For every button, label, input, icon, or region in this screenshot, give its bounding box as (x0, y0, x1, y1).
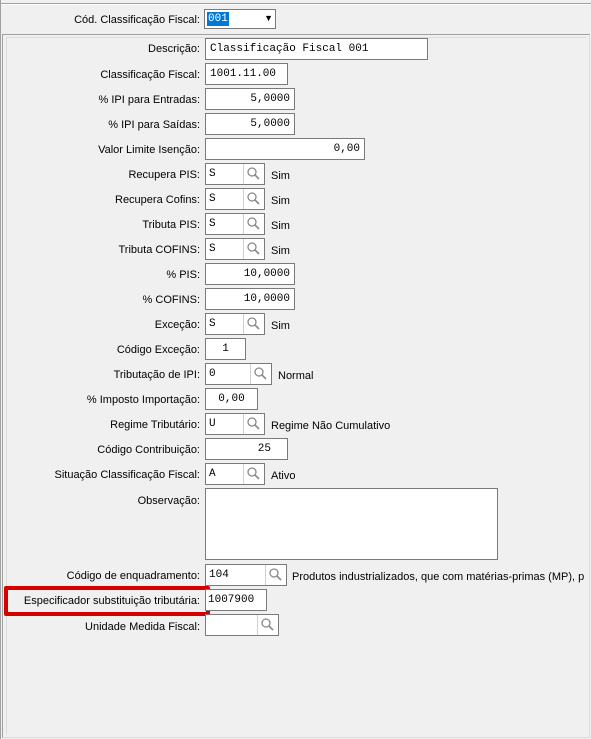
cod-classificacao-select[interactable] (204, 9, 276, 29)
pct-cofins-input[interactable]: 10,0000 (205, 288, 295, 310)
ipi-saidas-label: % IPI para Saídas: (108, 119, 200, 131)
unidade-medida-lookup[interactable] (205, 614, 279, 636)
tributa-pis-lookup[interactable] (205, 213, 265, 235)
especificador-label: Especificador substituição tributária: (23, 595, 200, 607)
search-icon[interactable] (243, 189, 264, 209)
regime-tributario-label: Regime Tributário: (110, 419, 200, 431)
descricao-label: Descrição: (148, 43, 200, 55)
tributacao-ipi-lookup[interactable] (205, 363, 272, 385)
tributa-pis-label: Tributa PIS: (142, 219, 200, 231)
search-icon[interactable] (265, 565, 286, 585)
recupera-pis-value: S (209, 168, 216, 180)
excecao-label: Exceção: (154, 319, 200, 331)
search-icon[interactable] (257, 615, 278, 635)
pct-cofins-label: % COFINS: (142, 294, 200, 306)
search-icon[interactable] (243, 314, 264, 334)
situacao-desc: Ativo (271, 470, 296, 482)
enquadramento-value: 104 (209, 569, 229, 581)
excecao-value: S (209, 318, 216, 330)
recupera-cofins-lookup[interactable] (205, 188, 265, 210)
search-icon[interactable] (243, 239, 264, 259)
chevron-down-icon[interactable]: ▼ (264, 13, 273, 23)
descricao-input[interactable]: Classificação Fiscal 001 (205, 38, 428, 60)
valor-limite-input[interactable]: 0,00 (205, 138, 365, 160)
excecao-desc: Sim (271, 320, 290, 332)
recupera-pis-label: Recupera PIS: (128, 169, 200, 181)
ipi-entradas-input[interactable]: 5,0000 (205, 88, 295, 110)
enquadramento-lookup[interactable] (205, 564, 287, 586)
regime-tributario-lookup[interactable] (205, 413, 265, 435)
situacao-label: Situação Classificação Fiscal: (54, 469, 200, 481)
search-icon[interactable] (243, 164, 264, 184)
codigo-contribuicao-label: Código Contribuição: (97, 444, 200, 456)
valor-limite-label: Valor Limite Isenção: (98, 144, 200, 156)
cod-classificacao-label: Cód. Classificação Fiscal: (74, 14, 200, 26)
classificacao-input[interactable]: 1001.11.00 (205, 63, 288, 85)
regime-tributario-value: U (209, 418, 216, 430)
ipi-entradas-label: % IPI para Entradas: (98, 94, 200, 106)
observacao-textarea[interactable] (205, 488, 498, 560)
situacao-value: A (209, 468, 216, 480)
observacao-label: Observação: (137, 495, 200, 507)
especificador-input[interactable]: 1007900 (205, 589, 267, 611)
tributa-cofins-value: S (209, 243, 216, 255)
recupera-pis-lookup[interactable] (205, 163, 265, 185)
tributacao-ipi-label: Tributação de IPI: (113, 369, 200, 381)
codigo-excecao-input[interactable]: 1 (205, 338, 246, 360)
search-icon[interactable] (243, 214, 264, 234)
pct-pis-label: % PIS: (166, 269, 200, 281)
recupera-cofins-label: Recupera Cofins: (115, 194, 200, 206)
imposto-importacao-input[interactable]: 0,00 (205, 388, 258, 410)
imposto-importacao-label: % Imposto Importação: (86, 394, 200, 406)
tributacao-ipi-desc: Normal (278, 370, 314, 382)
tributa-pis-desc: Sim (271, 220, 290, 232)
search-icon[interactable] (250, 364, 271, 384)
codigo-contribuicao-input[interactable]: 25 (205, 438, 288, 460)
divider (0, 4, 591, 5)
excecao-lookup[interactable] (205, 313, 265, 335)
regime-tributario-desc: Regime Não Cumulativo (271, 420, 391, 432)
search-icon[interactable] (243, 414, 264, 434)
tributa-cofins-lookup[interactable] (205, 238, 265, 260)
enquadramento-desc: Produtos industrializados, que com matérias-primas (MP), p (292, 571, 585, 583)
enquadramento-label: Código de enquadramento: (66, 570, 200, 582)
tributa-cofins-label: Tributa COFINS: (118, 244, 200, 256)
unidade-medida-label: Unidade Medida Fiscal: (85, 621, 200, 633)
search-icon[interactable] (243, 464, 264, 484)
codigo-excecao-label: Código Exceção: (116, 344, 200, 356)
cod-classificacao-value: 001 (208, 13, 228, 25)
tributa-cofins-desc: Sim (271, 245, 290, 257)
pct-pis-input[interactable]: 10,0000 (205, 263, 295, 285)
tributacao-ipi-value: 0 (209, 368, 216, 380)
recupera-cofins-value: S (209, 193, 216, 205)
ipi-saidas-input[interactable]: 5,0000 (205, 113, 295, 135)
classificacao-label: Classificação Fiscal: (100, 69, 200, 81)
situacao-lookup[interactable] (205, 463, 265, 485)
tributa-pis-value: S (209, 218, 216, 230)
recupera-cofins-desc: Sim (271, 195, 290, 207)
recupera-pis-desc: Sim (271, 170, 290, 182)
